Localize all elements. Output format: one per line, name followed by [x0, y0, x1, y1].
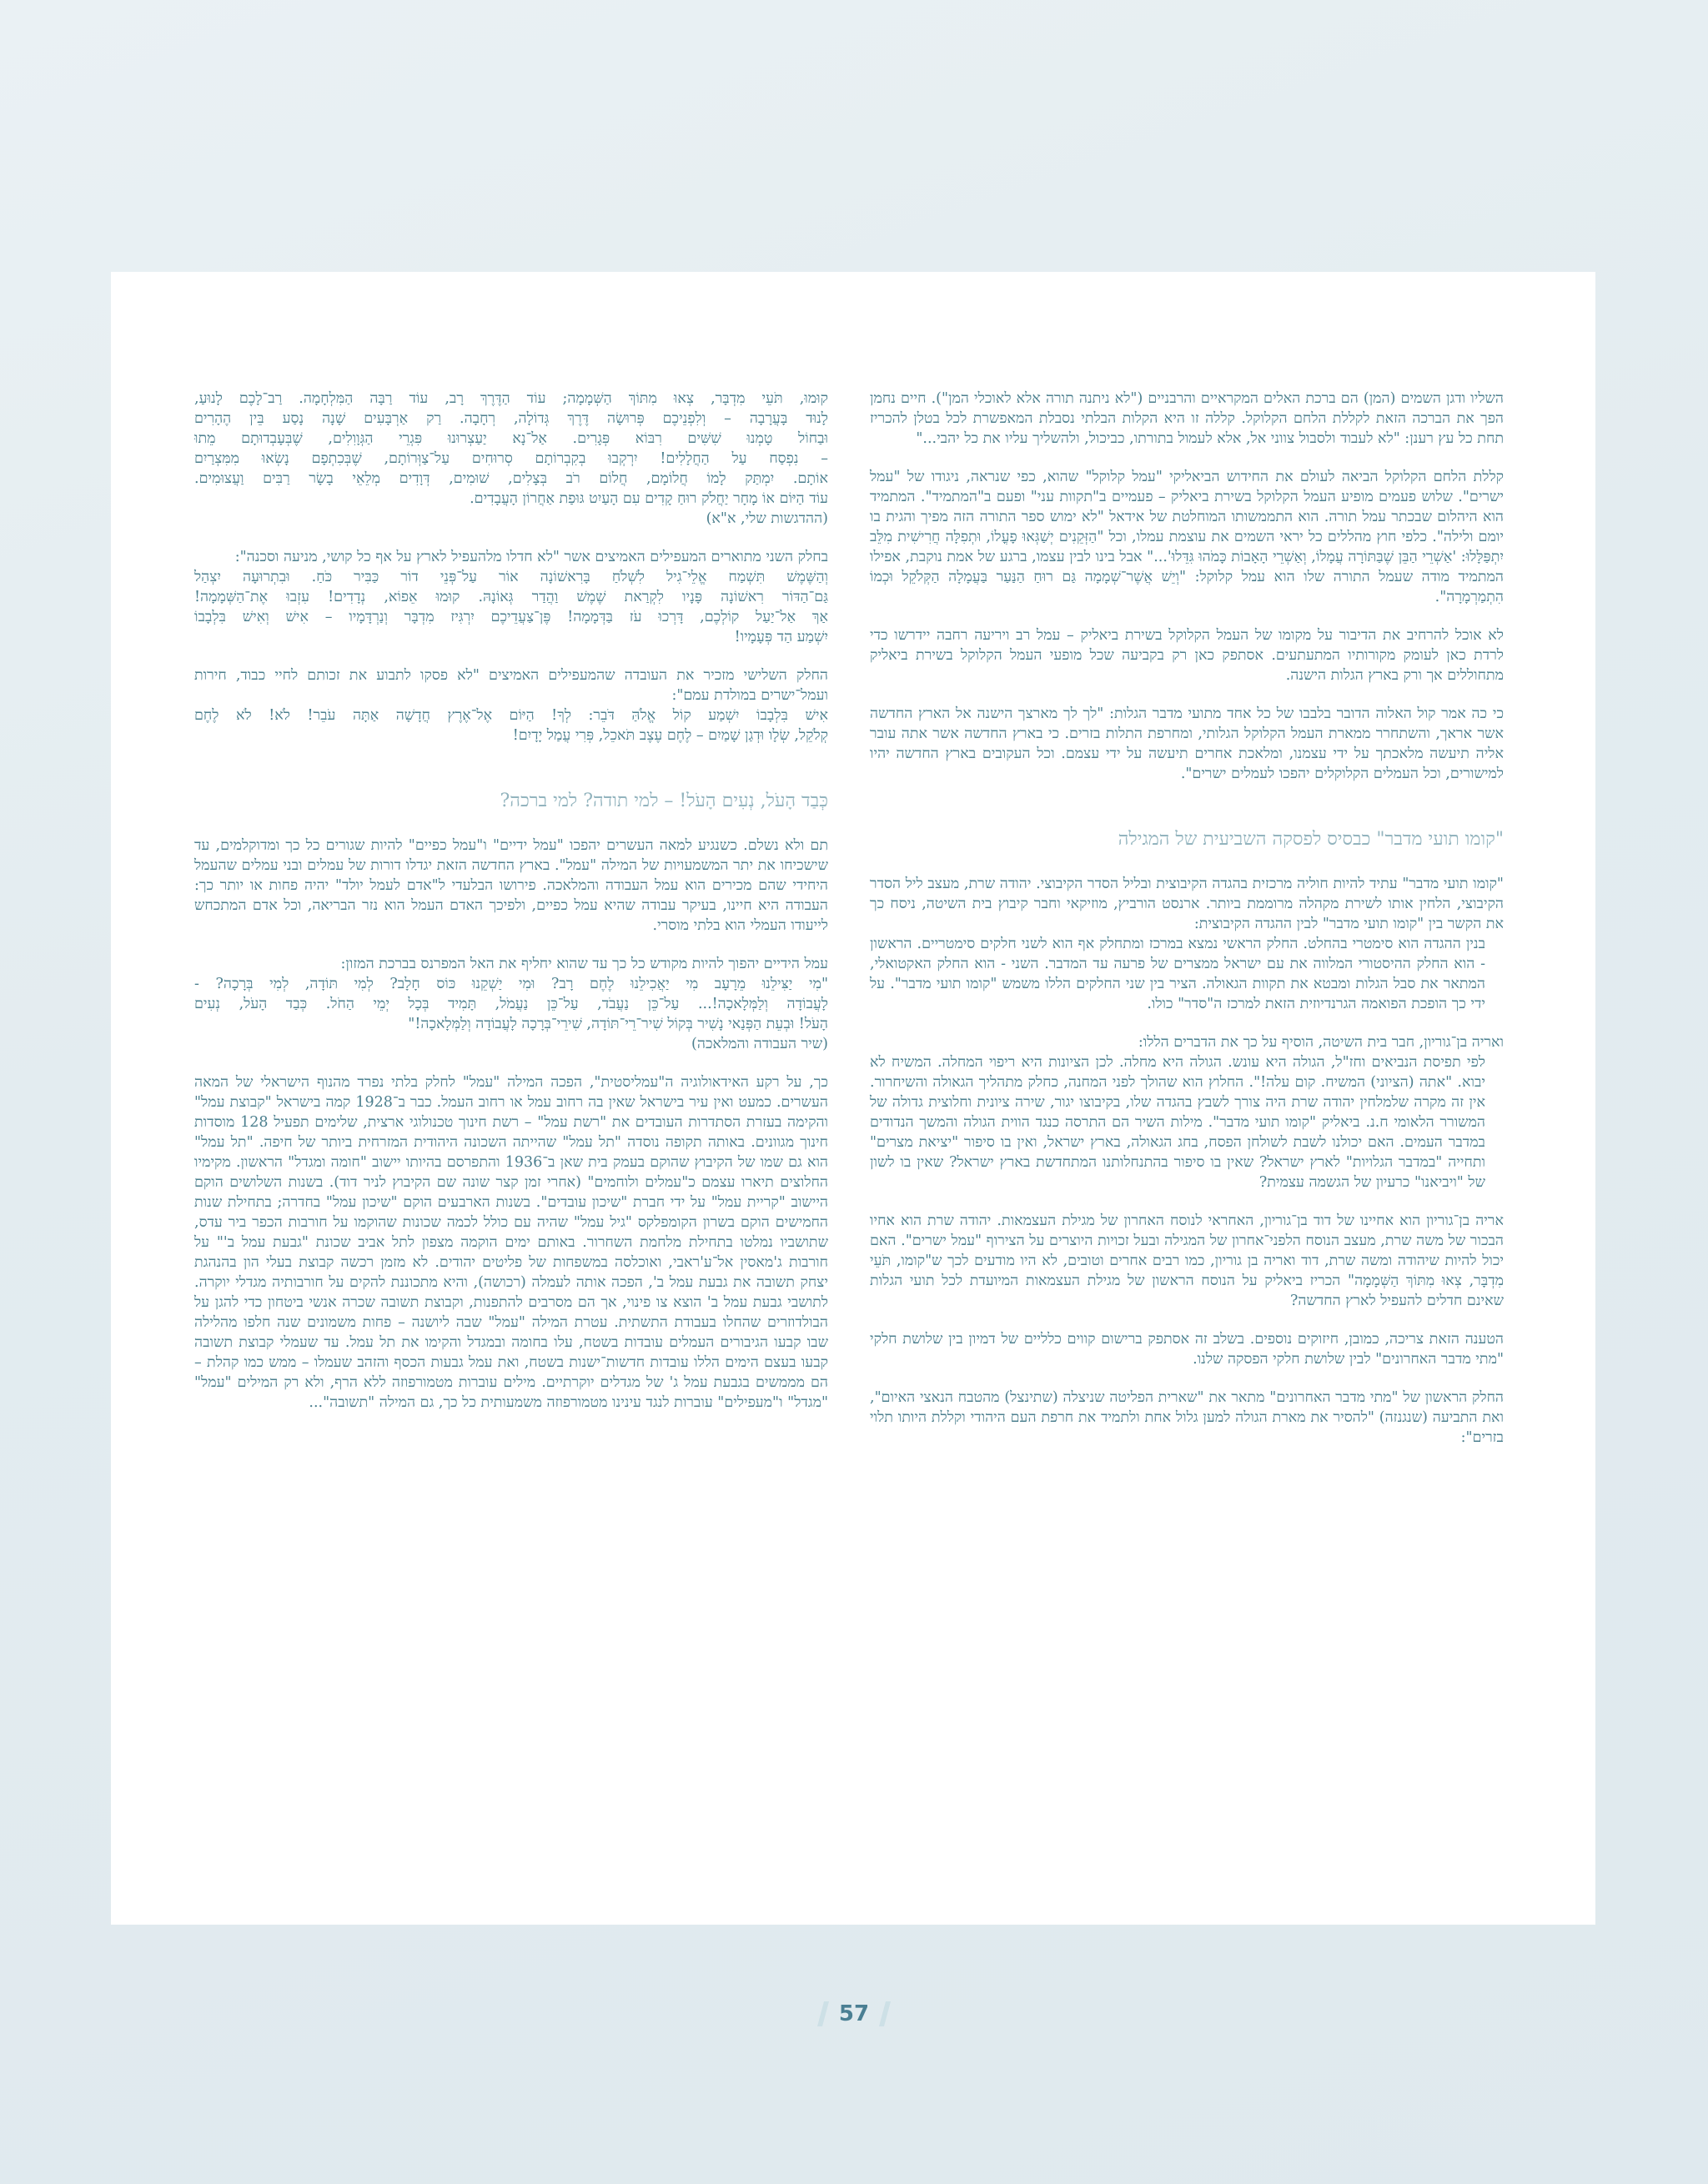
poem-line: הָעֹל! וּבְעֵת הַפְּנַאי נָשִׁיר בְּקוֹל שִׁיר־רֵי־תּוֹדָה, שִׁירֵי־בְּרָכָה לָעֲבוֹדָה וְלַמְּלָאכָה!" — [408, 1016, 828, 1032]
poem-line: אוֹתָם. יִמְתַּק לָמוֹ חֲלוֹמָם, חֲלוֹם רֹב בְּצָלִים, שׁוּמִים, דְּוָדִים מְלֵאֵי בָשָׂר רַבִּים וַעֲצוּמִים. — [194, 470, 828, 487]
section-heading: כְּבַד הָעֹל, נְעִים הָעֹל! – למי תודה? למי ברכה? — [500, 791, 828, 811]
poem-line: "מִי יַצִּילֵנוּ מֵרָעָב מִי יַאֲכִילֵנוּ לֶחֶם רָב? וּמִי יַשְׁקֵנוּ כּוֹס חָלָב? לְמִי תּוֹדָה, לְמִי בְּרָכָה? - — [194, 976, 828, 992]
page-number-text: 57 — [838, 2001, 870, 2026]
poem-line: לָנוּד בָּעֲרָבָה – וְלִפְנֵיכֶם פְּרוּשָׂה דֶּרֶךְ גְּדוֹלָה, רְחָבָה. רַק אַרְבָּעִים שָׁנָה נָסַע בֵּין הֶהָרִים — [194, 410, 828, 427]
poem-line: וּבַחוֹל טָמְנוּ שִׁשִּׁים רִבּוֹא פְּגָרִים. אַל־נָא יַעַצְרוּנוּ פִּגְרֵי הַגְּוָוִלִים, שֶׁבְּעָבְדוּתָם מֵתוּ — [194, 430, 828, 447]
paragraph: בחלק השני מתוארים המעפילים האמיצים אשר "לא חדלו מלהעפיל לארץ על אף כל קושי, מניעה וסכנה": — [234, 549, 828, 565]
poem-line: קוּמוּ, תֹּעֵי מִדְבָּר, צְאוּ מִתּוֹךְ הַשְּׁמָמָה; עוֹד הַדֶּרֶךְ רָב, עוֹד רַבָּה הַמִּלְחָמָה. רַב־לָכֶם לָנוּעַ, — [194, 390, 828, 407]
poem-line: לָעֲבוֹדָה וְלַמְּלָאכָה!... עַל־כֵּן נַעֲבֹד, עַל־כֵּן נַעֲמֹל, תָּמִיד בְּכָל יְמֵי הַחֹל. כְּבַד הָעֹל, נְעִים — [194, 996, 828, 1012]
poem-quote — [194, 705, 828, 746]
paragraph: לא אוכל להרחיב את הדיבור על מקומו של העמל הקלוקל בשירת ביאליק – עמל רב ויריעה רחבה יידרשו כדי לרדת כאן לעומק מקורותיו המתעתעים. אסתפק כאן רק בקביעה שכל מופעי העמל הקלוקל בשירת ביאליק מתחוללים אך ורק בארץ הגלות הישנה. — [870, 627, 1504, 684]
page-sheet — [111, 272, 1595, 1925]
poem-line: קְלֹקֵל, שְׂלָו וּדְגַן שָׁמַיִם – לֶחֶם עֶצֶב תֹּאכֵל, פְּרִי עֲמַל יָדָיִם! — [512, 727, 828, 744]
poem-line: אַךְ אַל־יַעַל קוֹלְכֶם, דָּרְכוּ עֹז בַּדְּמָמָה! פֶּן־צַעֲדֵיכֶם יִרְגִּיז מִדְבָּר וְנַרְדָּמָיו – אִישׁ וְאִישׁ בִּלְבָבוֹ — [194, 609, 828, 625]
block-quote: בנין ההגדה הוא סימטרי בהחלט. החלק הראשי נמצא במרכז ומתחלק אף הוא לשני חלקים סימטריים. הראשון - הוא החלק ההיסטורי המלווה את עם ישראל ממצרים של פרעה עד המדבר. השני - הוא החלק האקטואלי, המתאר את סבל הגלות ומבטא את תקוות הגאולה. הציר בין שני החלקים הללו משמש "קומו תועי מדבר". על ידי כך הופכת הפואמה הגרנדיוזית הזאת למרכז ה"סדר" כולו. — [870, 936, 1485, 1012]
page-number-area — [0, 2001, 1708, 2030]
paragraph: החלק הראשון של "מתי מדבר האחרונים" מתאר את "שארית הפליטה שניצלה (שתינצל) מהטבח הנאצי האיום", ואת התביעה (שנגנזה) "להסיר את מארת הגולה למען גלול אחת ולתמיד את חרפת העם היהודי וקללת היותו תלוי בזרים": — [870, 1389, 1504, 1446]
paragraph: אריה בן־גוריון הוא אחיינו של דוד בן־גוריון, האחראי לנוסח האחרון של מגילת העצמאות. יהודה שרת הוא אחיו הבכור של משה שרת, מעצב הנוסח הלפני־אחרון של המגילה ובעל זכויות היוצרים על הצירוף "עמל ישרים". האם יכול להיות שיהודה ומשה שרת, דוד ואריה בן גוריון, כמו רבים אחרים וטובים, לא היו מודעים לכך ש"קומו, תֹּעֵי מִדְבָּר, צְאוּ מִתּוֹךְ הַשְּׁמָמָה" הכריז ביאליק על הנוסח הראשון של מגילת העצמאות המיועדת לכל תועי הגלות שאינם חדלים להעפיל לארץ החדשה? — [870, 1212, 1505, 1309]
right-column — [870, 389, 1504, 1466]
section-heading: "קומו תועי מדבר" כבסיס לפסקה השביעית של המגילה — [1118, 829, 1504, 850]
quote-source: (ההדגשות שלי, א"א) — [706, 510, 828, 527]
poem-quote — [194, 974, 828, 1054]
poem-line: עוֹד הַיּוֹם אוֹ מָחָר יַחֲלֹק רוּחַ קָדִים עִם הָעַיִט גּוּפַת אַחֲרוֹן הָעֲבָדִים. — [470, 490, 828, 507]
poem-line: אִישׁ בִּלְבָבוֹ יִשְׁמַע קוֹל אֱלֹהַּ דֹּבֵר: לְךָ! הַיּוֹם אֶל־אֶרֶץ חֲדָשָׁה אַתָּה עֹבֵר! לֹא! לֹא לֶחֶם — [194, 707, 828, 724]
poem-line: גַּם־הַדּוֹר רִאשׁוֹנָה פָּנָיו לִקְרַאת שֶׁמֶשׁ וַהֲדַר גְּאוֹנָהּ. קוּמוּ אֵפוֹא, נְדָדִים! עִזְבוּ אֶת־הַשְּׁמָמָה! — [194, 589, 828, 605]
paragraph: החלק השלישי מזכיר את העובדה שהמעפילים האמיצים "לא פסקו לתבוע את זכותם לחיי כבוד, חירות ועמל־ישרים במולדת עמם": — [194, 667, 828, 704]
slash-decoration — [817, 2001, 829, 2026]
paragraph: השליו ודגן השמים (המן) הם ברכת האלים המקראיים והרבניים ("לא ניתנה תורה אלא לאוכלי המן"). חיים נחמן הפך את הברכה הזאת לקללת הלחם הקלוקל. קללה זו היא הקלות הבלתי נסבלת המאפשרת לכל בטלן להכריז תחת כל עץ רענן: "לא לעבוד ולסבול צווני אל, אלא לעמול בתורתו, כביכול, ולהשליך עליו את כל יהבי..." — [870, 390, 1504, 447]
paragraph: תם ולא נשלם. כשנגיע למאה העשרים יהפכו "עמל ידיים" ו"עמל כפיים" להיות שגורים כל כך ומדוקלמים, עד שישכיחו את יתר המשמעויות של המילה "עמל". בארץ החדשה הזאת יגדלו דורות של עמלים ובני עמלים שהעמל היחידי שהם מכירים הוא עמל העבודה והמלאכה. פירושו הבלעדי ל"אדם לעמל יולד" יהיה פחות או יותר כך: העבודה היא חיינו, בעיקר עבודה שהיא עמל כפיים, ולפיכך האדם העמל הוא נזר הבריאה, וכל אדם המתכחש לייעודו העמלי הוא בלתי מוסרי. — [194, 837, 828, 934]
paragraph: עמל הידיים יהפוך להיות מקודש כל כך עד שהוא יחליף את האל המפרנס בברכת המזון: — [340, 956, 828, 972]
page-number — [821, 2001, 887, 2026]
paragraph: קללת הלחם הקלוקל הביאה לעולם את החידוש הביאליקי "עמל קלוקל" שהוא, כפי שנראה, ניגודו של "עמל ישרים". שלוש פעמים מופיע העמל הקלוקל בשירת ביאליק – פעמיים ב"תקוות עני" ופעם ב"המתמיד". המתמיד הוא היהלום שבכתר עמל תורה. הוא התממשותו המוחלטת של אידאל "לא ימוש ספר התורה הזה מפיך והגית בו יומם ולילה". כלפי חוץ מהללים כל יראי השמים את עוצמת עמלו, וכל "הַזְּקֵנִים יְשַׁגְּאוּ פָעֳלוֹ, וּתְפִלָּה חֲרִישִׁית מִלֵּב יִתְפַּלָּלוּ: 'אַשְׁרֵי הַבֵּן שֶׁבַּתּוֹרָה עֲמָלוֹ, וְאַשְׁרֵי הָאָבוֹת כָּמֹהוּ גִּדֵּלוּ'..." אבל בינו לבין עצמו, ברגע של אמת נוקבת, אפילו המתמיד מודה שעמל התורה שלו הוא עמל קלוקל: "וְיֵשׁ אֲשֶׁר־שְׁמָמָה גַּם רוּחַ הַנַּעַר בַּעֲמָלָה הַקְּלֹקֵל וּכְמוֹ הִתְמַרְמָרָה". — [870, 469, 1504, 605]
poem-line: – נִפְסַח עַל הַחֲלָלִים! יִרְקְבוּ בְקִבְרוֹתָם סְרוּחִים עַל־צַוְּרוֹתָם, שֶׁבְּכִתְפָם נָשְׂאוּ מִמִּצְרַיִם — [194, 450, 828, 467]
block-quote: לפי תפיסת הנביאים וחז"ל, הגולה היא עונש. הגולה היא מחלה. לכן הציונות היא ריפוי המחלה. המשיח לא יבוא. "אתה (הציוני) המשיח. קום עלה!". החלוץ הוא שהולך לפני המחנה, כחלק מתהליך הגאולה והשיחרור. אין זה מקרה שלמלחין יהודה שרת היה צורך לשבץ בהגדה שלו, בקיבוצו יגור, שירה ציונית וחלוצית גדולה של המשורר הלאומי ח.נ. ביאליק "קומו תועי מדבר". מילות השיר הם התרסה כנגד הווית הגולה והמשך הנדודים במדבר העמים. האם יכולנו לשבת לשולחן הפסח, בחג הגאולה, בארץ ישראל, ואין בו סיפור "יציאת מצרים" ותחייה "במדבר הגלויות" לארץ ישראל? שאין בו סיפור בהתנחלותנו המתחדשת בארץ ישראל? שאין בו לשון של "ויביאנו" כרעיון של הגשמה עצמית? — [870, 1054, 1485, 1191]
poem-quote — [194, 567, 828, 647]
paragraph: כי כה אמר קול האלוה הדובר בלבבו של כל אחד מתועי מדבר הגלות: "לך לך מארצך הישנה אל הארץ החדשה אשר אראך, והשתחרר ממארת העמל הקלוקל הגלותי, ומחרפת התלות בזרים. כי בארץ החדשה אשר אתה עובר אליה תיעשה מלאכתך על ידי עצמנו, ומלאכת אחרים תיעשה על ידי עצמם. וכל העקובים בארץ החדשה יהיו למישורים, וכל העמלים הקלוקלים יהפכו לעמלים ישרים". — [870, 705, 1504, 782]
left-column — [194, 389, 828, 1431]
slash-decoration — [879, 2001, 891, 2026]
paragraph: ואריה בן־גוריון, חבר בית השיטה, הוסיף על כך את הדברים הללו: — [1138, 1034, 1504, 1051]
quote-source: (שיר העבודה והמלאכה) — [691, 1036, 828, 1052]
poem-line: וְהַשֶּׁמֶשׁ תִּשְׁמַח אֱלֵי־גִיל לִשְׁלֹחַ בָּרִאשׁוֹנָה אוֹר עַל־פְּנֵי דוֹר כַּבִּיר כֹּחַ. וּבִתְרוּעָה יִצְהַל — [194, 569, 828, 585]
poem-line: יִשְׁמַע הַד פְּעָמָיו! — [734, 629, 828, 645]
paragraph: כך, על רקע האידאולוגיה ה"עמליסטית", הפכה המילה "עמל" לחלק בלתי נפרד מהנוף הישראלי של המאה העשרים. כמעט ואין עיר בישראל שאין בה רחוב עמל או רחוב העמל. כבר ב־1928 קמה בישראל "קבוצת עמל" והקימה בעזרת הסתדרות העובדים את "רשת עמל" – רשת חינוך טכנולוגי ארצית, שלימים תפעיל 128 מוסדות חינוך מגוונים. באותה תקופה נוסדה "תל עמל" שהייתה השכונה היהודית המזרחית ביותר של חיפה. "תל עמל" הוא גם שמו של הקיבוץ שהוקם בעמק בית שאן ב־1936 והתפרסם בהיותו יישוב "חומה ומגדל" הראשון. מקימיו החלוצים תיארו עצמם כ"עמלים ולוחמים" (אחרי זמן קצר שונה שם הקיבוץ לניר דוד). בשנות השלושים הוקם היישוב "קריית עמל" על ידי חברת "שיכון עובדים". בשנות הארבעים הוקם "שיכון עמל" בחדרה; בתחילת שנות החמישים הוקם בשרון הקומפלקס "גיל עמל" שהיה עם כולל לכמה שכונות שהוקמו על חורבות הכפר ביר עדס, שתושביו נמלטו בתחילת מלחמת השחרור. באותם ימים הוקמה מצפון לתל אביב שכונת "גבעת עמל ב'" על חורבות ג'מאסין אל־ע'ראבי, ואוכלסה במשפחות של פליטים יהודים. לא מזמן רכשה קבוצת בעלי הון בהנהגת יצחק תשובה את גבעת עמל ב', הפכה אותה לעמלה (רכושה), והיא מתכוננת להקים על חורבותיה מגדלי יוקרה. לתושבי גבעת עמל ב' הוצא צו פינוי, אך הם מסרבים להתפנות, וקבוצת תשובה שכרה אנשי ביטחון כדי להגן על הבולדוזרים שהחלו בעבודת התשתית. עטרת המילה "עמל" שבה ליושנה – פחות משמונים שנה חלפו מהלילה שבו קבעו הגיבורים העמלים עובדות בשטח, עלו בחומה ובמגדל והקימו את תל עמל. עד שעמלי קבוצת תשובה קבעו בעצם הימים הללו עובדות חדשות־ישנות בשטח, ואת עמל גבעות הכסף והזהב שעמלו – ממש כמו קהלת – הם מממשים בגבעת עמל ג' של מגדלים יוקרתיים. מילים עוברות מטמורפוזה ללא הרף, ולא רק המילים "עמל" "מגדל" ו"מעפילים" עוברות לנגד עינינו מטמורפוזה משמעותית כל כך, גם המילה "תשובה"... — [194, 1074, 828, 1411]
paragraph: הטענה הזאת צריכה, כמובן, חיזוקים נוספים. בשלב זה אסתפק ברישום קווים כלליים של דמיון בין שלושת חלקי "מתי מדבר האחרונים" לבין שלושת חלקי הפסקה שלנו. — [870, 1331, 1504, 1368]
paragraph: "קומו תועי מדבר" עתיד להיות חוליה מרכזית בהגדה הקיבוצית ובליל הסדר הקיבוצי. יהודה שרת, מעצב ליל הסדר הקיבוצי, הלחין אותו לשירת מקהלה מרוממת ביותר. ארנסט הורביץ, מוזיקאי וחבר קיבוץ בית השיטה, ניסח כך את הקשר בין "קומו תועי מדבר" לבין ההגדה הקיבוצית: — [870, 876, 1504, 932]
poem-quote — [194, 389, 828, 529]
